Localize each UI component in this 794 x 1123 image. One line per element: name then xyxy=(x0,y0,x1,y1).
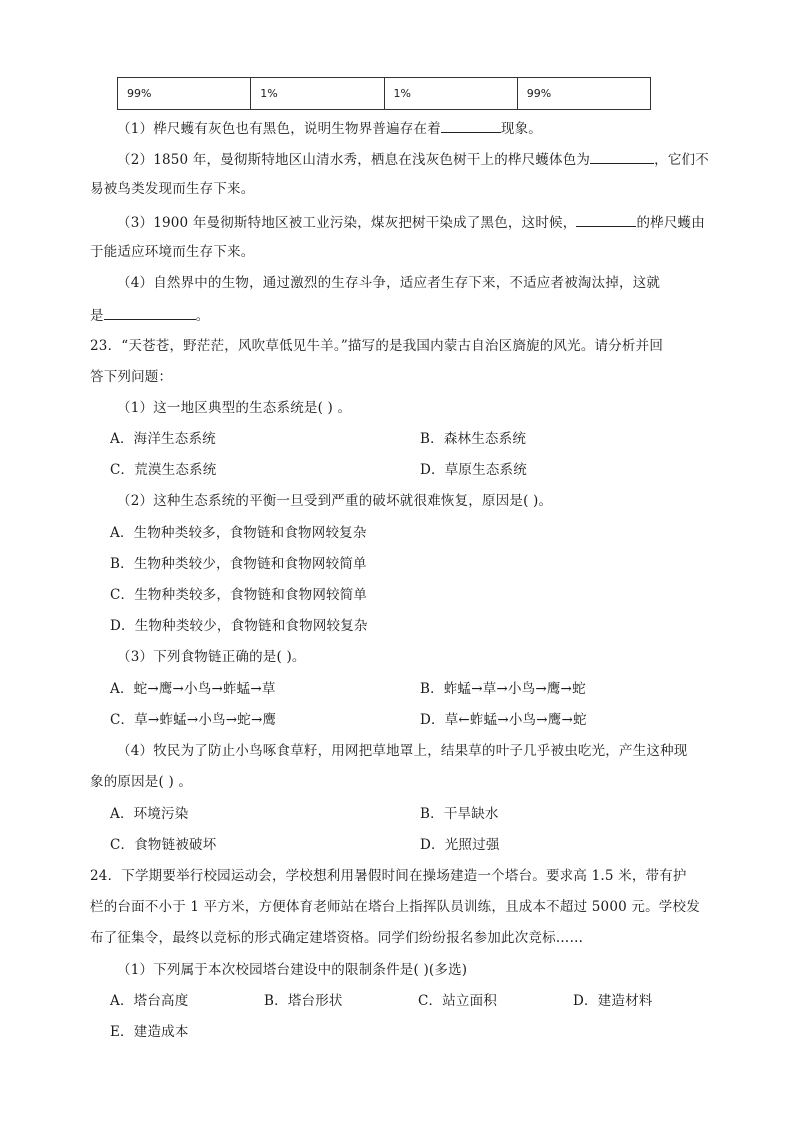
option-e[interactable]: E．建造成本 xyxy=(110,1024,189,1040)
q22-sub4-line2 xyxy=(90,305,209,325)
q23-part4-line2: 象的原因是( ) 。 xyxy=(90,774,193,790)
answer-blank[interactable] xyxy=(576,212,636,227)
q24-stem-line1: 24．下学期要举行校园运动会，学校想利用暑假时间在操场建造一个塔台。要求高 1.5 米，带有护 xyxy=(90,868,687,884)
option-d[interactable]: D．光照过强 xyxy=(420,837,500,853)
data-table xyxy=(117,77,651,110)
answer-blank[interactable] xyxy=(441,118,501,133)
table-cell: 1% xyxy=(384,78,517,110)
option-a[interactable]: A．环境污染 xyxy=(110,806,189,822)
option-c[interactable]: C．草→蚱蜢→小鸟→蛇→鹰 xyxy=(110,712,277,728)
option-a[interactable]: A．生物种类较多，食物链和食物网较复杂 xyxy=(110,525,367,541)
option-a[interactable]: A．海洋生态系统 xyxy=(110,431,216,447)
q22-sub2-line1 xyxy=(117,149,709,169)
q24-part1: （1）下列属于本次校园塔台建设中的限制条件是( )(多选) xyxy=(117,962,468,978)
option-d[interactable]: D．草←蚱蜢→小鸟→鹰→蛇 xyxy=(420,712,587,728)
q22-sub3-line2: 于能适应环境而生存下来。 xyxy=(90,244,255,260)
table-cell: 99% xyxy=(517,78,650,110)
q22-sub3-text: （3）1900 年曼彻斯特地区被工业污染，煤灰把树干染成了黑色，这时候， xyxy=(117,215,577,231)
option-a[interactable]: A．蛇→鹰→小鸟→蚱蜢→草 xyxy=(110,681,276,697)
table-cell: 1% xyxy=(251,78,384,110)
option-c[interactable]: C．站立面积 xyxy=(418,993,498,1009)
q23-part1: （1）这一地区典型的生态系统是( ) 。 xyxy=(117,400,352,416)
q22-sub1-tail: 现象。 xyxy=(500,121,542,137)
q23-stem-line2: 答下列问题： xyxy=(90,369,173,385)
answer-blank[interactable] xyxy=(590,149,654,164)
q22-sub2-tail: ，它们不 xyxy=(654,152,709,168)
option-d[interactable]: D．建造材料 xyxy=(573,993,653,1009)
q23-stem-line1: 23．“天苍苍，野茫茫，风吹草低见牛羊。”描写的是我国内蒙古自治区旖旎的风光。请分析并回 xyxy=(90,338,664,354)
option-d[interactable]: D．生物种类较少，食物链和食物网较复杂 xyxy=(110,618,368,634)
q22-sub4-tail: 。 xyxy=(195,308,210,324)
q22-sub1-text: （1）桦尺蠖有灰色也有黑色，说明生物界普遍存在着 xyxy=(117,121,441,137)
q23-part3: （3）下列食物链正确的是( )。 xyxy=(117,649,306,665)
q24-stem-line2: 栏的台面不小于 1 平方米，方便体育老师站在塔台上指挥队员训练，且成本不超过 5000 元。学校发 xyxy=(90,899,700,915)
q22-sub4-line1: （4）自然界中的生物，通过激烈的生存斗争，适应者生存下来，不适应者被淘汰掉，这就 xyxy=(117,275,661,291)
q22-sub3-line1 xyxy=(117,212,705,232)
option-a[interactable]: A．塔台高度 xyxy=(110,993,189,1009)
option-b[interactable]: B．森林生态系统 xyxy=(420,431,527,447)
table-cell: 99% xyxy=(118,78,251,110)
q23-part4-line1: （4）牧民为了防止小鸟啄食草籽，用网把草地罩上，结果草的叶子几乎被虫吃光，产生这种现 xyxy=(117,743,688,759)
option-c[interactable]: C．食物链被破坏 xyxy=(110,837,217,853)
option-b[interactable]: B．蚱蜢→草→小鸟→鹰→蛇 xyxy=(420,681,586,697)
q22-sub3-tail: 的桦尺蠖由 xyxy=(636,215,705,231)
q23-part2: （2）这种生态系统的平衡一旦受到严重的破坏就很难恢复，原因是( )。 xyxy=(117,493,553,509)
option-d[interactable]: D．草原生态系统 xyxy=(420,462,527,478)
table-row xyxy=(118,78,651,110)
q22-sub1 xyxy=(117,118,542,138)
q24-stem-line3: 布了征集令，最终以竞标的形式确定建塔资格。同学们纷纷报名参加此次竞标…… xyxy=(90,930,584,946)
option-c[interactable]: C．生物种类较多，食物链和食物网较简单 xyxy=(110,587,368,603)
option-b[interactable]: B．生物种类较少，食物链和食物网较简单 xyxy=(110,556,367,572)
q22-sub2-line2: 易被鸟类发现而生存下来。 xyxy=(90,181,255,197)
option-b[interactable]: B．塔台形状 xyxy=(264,993,343,1009)
q22-sub2-text: （2）1850 年，曼彻斯特地区山清水秀，栖息在浅灰色树干上的桦尺蠖体色为 xyxy=(117,152,591,168)
option-c[interactable]: C．荒漠生态系统 xyxy=(110,462,217,478)
answer-blank[interactable] xyxy=(104,305,196,320)
q22-sub4-text: 是 xyxy=(90,308,104,324)
option-b[interactable]: B．干旱缺水 xyxy=(420,806,499,822)
